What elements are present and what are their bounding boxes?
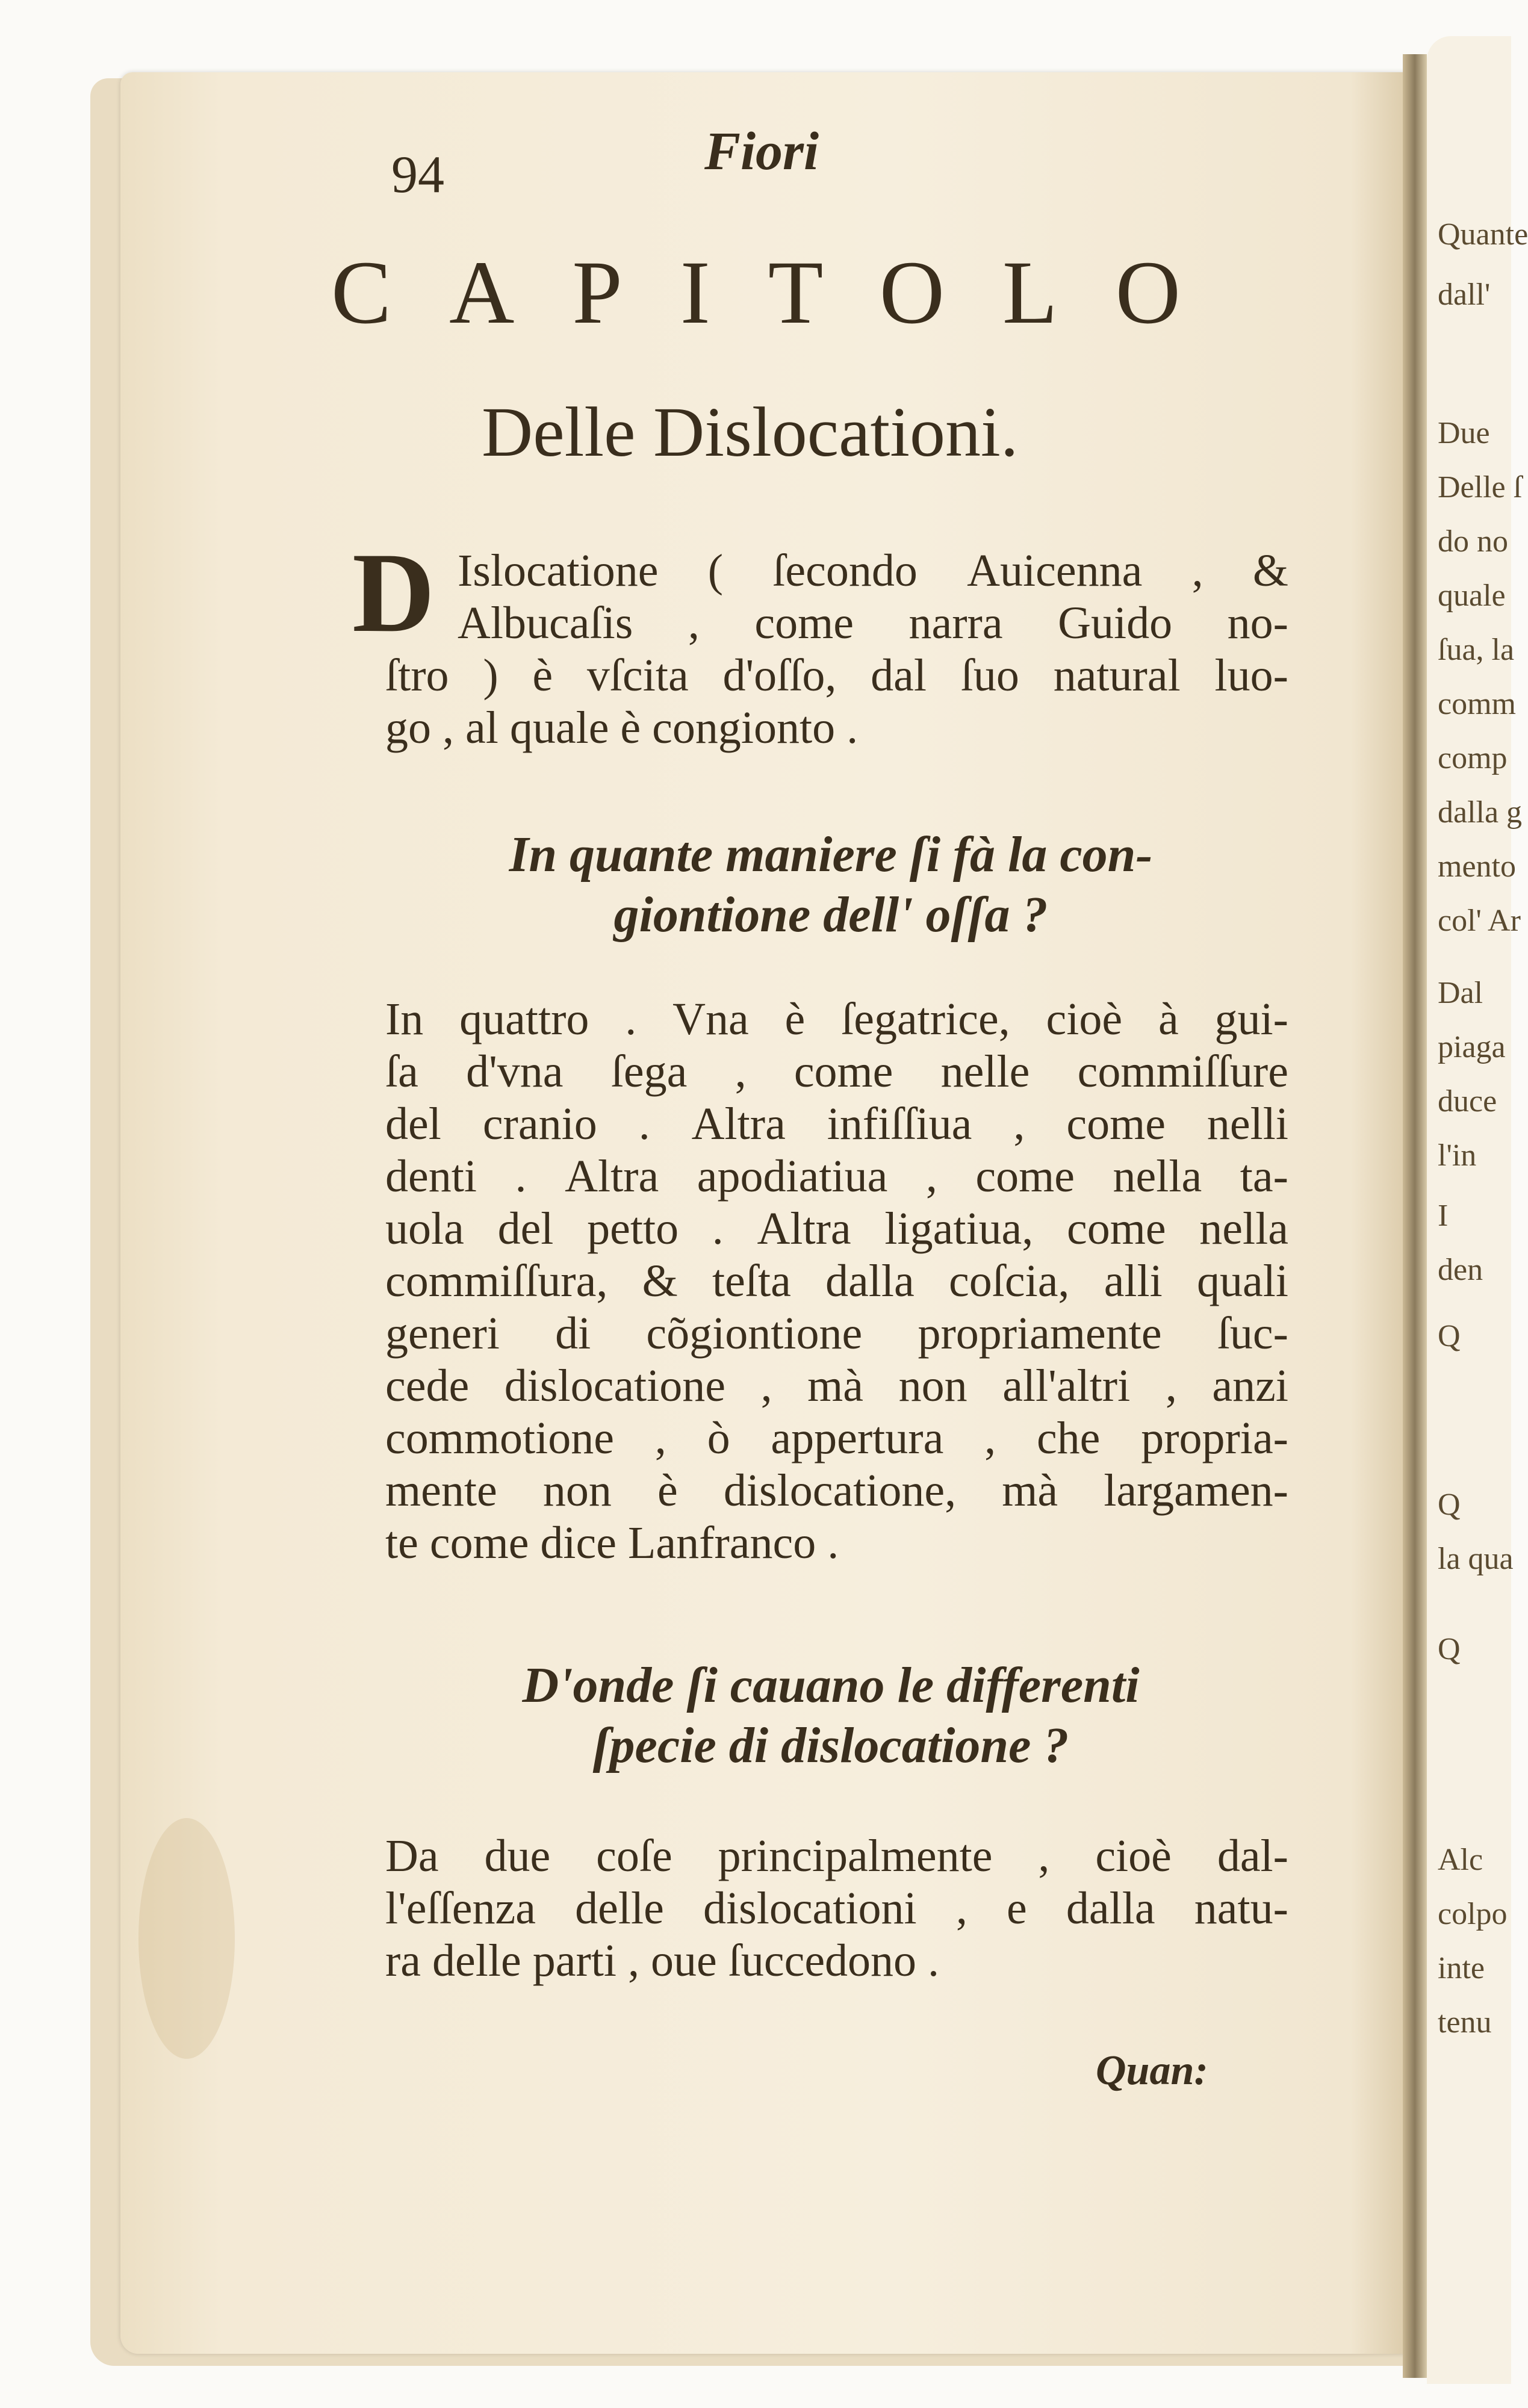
text-line xyxy=(385,1412,1288,1465)
facing-page-line: I xyxy=(1438,1199,1449,1233)
facing-page-line: l'in xyxy=(1438,1138,1477,1173)
word: ſega xyxy=(610,1046,688,1097)
text-line xyxy=(385,1882,1288,1935)
word: ſa xyxy=(385,1046,418,1097)
word: quattro xyxy=(459,994,589,1044)
word: ligatiua, xyxy=(884,1203,1034,1254)
word: d'vna xyxy=(466,1046,564,1097)
text-line xyxy=(385,650,1288,702)
facing-page-line: Q xyxy=(1438,1319,1461,1353)
word: , xyxy=(925,1151,937,1202)
word: non xyxy=(898,1361,967,1411)
facing-page-line: Quante xyxy=(1438,217,1528,252)
word: d'oſſo, xyxy=(722,650,837,701)
word: & xyxy=(1252,545,1288,596)
word: Auicenna xyxy=(967,545,1143,596)
word: à xyxy=(1158,994,1179,1044)
word: come xyxy=(754,598,854,648)
text-line xyxy=(385,1465,1288,1517)
word: luo- xyxy=(1214,650,1288,701)
word: Albucaſis xyxy=(458,598,633,648)
text-line xyxy=(385,1046,1288,1098)
facing-page-line: dall' xyxy=(1438,278,1491,312)
word: del xyxy=(497,1203,554,1254)
facing-page-line: Alc xyxy=(1438,1843,1483,1877)
word: nella xyxy=(1113,1151,1202,1202)
word: nelli xyxy=(1207,1099,1288,1149)
text-line: In quante maniere ſi fà la con- xyxy=(509,827,1153,883)
word: come xyxy=(1066,1099,1166,1149)
word: Altra xyxy=(757,1203,851,1254)
chapter-subtitle: Delle Dislocationi. xyxy=(482,393,1019,471)
text-line xyxy=(385,1098,1288,1150)
facing-page-line: inte xyxy=(1438,1951,1485,1985)
text-line: D'onde ſi cauano le differenti xyxy=(522,1657,1140,1713)
word: ſegatrice, xyxy=(841,994,1010,1044)
facing-page-line: do no xyxy=(1438,524,1508,559)
word: ò xyxy=(707,1413,730,1463)
word: cioè xyxy=(1095,1831,1172,1881)
paragraph-3 xyxy=(385,1830,1288,1987)
paragraph-1 xyxy=(458,545,1288,650)
word: ſuo xyxy=(960,650,1019,701)
word: due xyxy=(484,1831,551,1881)
text-line xyxy=(385,1255,1288,1308)
word: come xyxy=(1067,1203,1166,1254)
word: . xyxy=(625,994,637,1044)
text-line xyxy=(458,597,1288,650)
question-heading-2 xyxy=(349,1656,1312,1776)
word: Da xyxy=(385,1831,439,1881)
word: che xyxy=(1036,1413,1101,1463)
facing-page-line: ſua, la xyxy=(1438,633,1515,667)
facing-page-line: Q xyxy=(1438,1488,1461,1522)
facing-page-line: den xyxy=(1438,1253,1483,1287)
paper-stain xyxy=(138,1818,235,2059)
word: commotione xyxy=(385,1413,614,1463)
word: In xyxy=(385,994,424,1044)
facing-page-line: dalla g xyxy=(1438,795,1523,830)
word: principalmente xyxy=(718,1831,993,1881)
word: come xyxy=(794,1046,893,1097)
word: . xyxy=(712,1203,724,1254)
text-line: ſpecie di dislocatione ? xyxy=(592,1718,1069,1773)
word: narra xyxy=(908,598,1003,648)
facing-page-line: comp xyxy=(1438,741,1508,775)
word: infiſſiua xyxy=(827,1099,972,1149)
word: mà xyxy=(807,1361,864,1411)
word: cede xyxy=(385,1361,470,1411)
facing-page-line: comm xyxy=(1438,687,1516,721)
word: e xyxy=(1006,1883,1027,1934)
word: uola xyxy=(385,1203,464,1254)
word: , xyxy=(734,1046,747,1097)
word: Guido xyxy=(1058,598,1173,648)
word: l'eſſenza xyxy=(385,1883,536,1934)
word: commiſſura, xyxy=(385,1256,608,1306)
word: ) xyxy=(483,650,498,701)
word: , xyxy=(760,1361,772,1411)
word: ſuc- xyxy=(1217,1308,1288,1359)
facing-page-line: Dal xyxy=(1438,976,1483,1010)
word: come xyxy=(975,1151,1075,1202)
chapter-heading: CAPITOLO xyxy=(331,243,1238,343)
word: cõgiontione xyxy=(646,1308,863,1359)
word: dislocatione xyxy=(504,1361,726,1411)
word: ſtro xyxy=(385,650,449,701)
text-line: ra delle parti , oue ſuccedono . xyxy=(385,1935,940,1986)
word: teſta xyxy=(712,1256,791,1306)
running-title: Fiori xyxy=(704,122,819,181)
word: mà xyxy=(1002,1465,1058,1516)
word: petto xyxy=(587,1203,679,1254)
word: dislocatione, xyxy=(723,1465,957,1516)
word: natural xyxy=(1053,650,1181,701)
word: ſecondo xyxy=(772,545,918,596)
text-line xyxy=(385,1308,1288,1360)
word: Altra xyxy=(565,1151,659,1202)
word: , xyxy=(1013,1099,1025,1149)
facing-page-line: Q xyxy=(1438,1632,1461,1666)
word: dal- xyxy=(1217,1831,1288,1881)
word: denti xyxy=(385,1151,477,1202)
facing-page-line: piaga xyxy=(1438,1030,1506,1064)
word: anzi xyxy=(1212,1361,1288,1411)
word: apodiatiua xyxy=(697,1151,888,1202)
page-number: 94 xyxy=(391,146,444,204)
word: commiſſure xyxy=(1077,1046,1288,1097)
word: , xyxy=(654,1413,666,1463)
word: delle xyxy=(575,1883,664,1934)
question-heading-1 xyxy=(349,825,1312,945)
word: nella xyxy=(1199,1203,1288,1254)
text-line xyxy=(385,1203,1288,1255)
word: dalla xyxy=(825,1256,915,1306)
word: propriamente xyxy=(918,1308,1162,1359)
word: , xyxy=(1038,1831,1050,1881)
word: del xyxy=(385,1099,441,1149)
word: Altra xyxy=(691,1099,786,1149)
text-line: giontione dell' oſſa ? xyxy=(613,887,1048,943)
word: ta- xyxy=(1240,1151,1288,1202)
facing-page-line: col' Ar xyxy=(1438,904,1521,938)
facing-page xyxy=(1427,36,1528,2384)
word: , xyxy=(955,1883,967,1934)
text-line xyxy=(385,1150,1288,1203)
word: , xyxy=(688,598,700,648)
word: è xyxy=(657,1465,678,1516)
word: coſcia, xyxy=(949,1256,1070,1306)
facing-page-line: tenu xyxy=(1438,2005,1492,2040)
facing-page-line: colpo xyxy=(1438,1897,1508,1931)
word: mente xyxy=(385,1465,497,1516)
word: natu- xyxy=(1194,1883,1288,1934)
word: è xyxy=(532,650,553,701)
word: alli xyxy=(1104,1256,1163,1306)
word: dal xyxy=(871,650,927,701)
facing-page-line: Delle ſ xyxy=(1438,470,1523,504)
facing-page-line: Due xyxy=(1438,416,1490,450)
facing-page-line: quale xyxy=(1438,579,1506,613)
word: all'altri xyxy=(1002,1361,1131,1411)
word: , xyxy=(984,1413,996,1463)
word: , xyxy=(1165,1361,1177,1411)
word: nelle xyxy=(940,1046,1030,1097)
text-line xyxy=(385,1830,1288,1882)
text-line: te come dice Lanfranco . xyxy=(385,1518,839,1568)
word: gui- xyxy=(1214,994,1288,1044)
word: propria- xyxy=(1141,1413,1288,1463)
word: non xyxy=(542,1465,612,1516)
word: cioè xyxy=(1046,994,1123,1044)
word: . xyxy=(515,1151,527,1202)
paragraph-1-cont xyxy=(385,650,1288,754)
word: Islocatione xyxy=(458,545,659,596)
word: di xyxy=(555,1308,591,1359)
facing-page-line: duce xyxy=(1438,1084,1497,1119)
word: largamen- xyxy=(1104,1465,1288,1516)
text-line xyxy=(458,545,1288,597)
paragraph-2 xyxy=(385,993,1288,1569)
word: & xyxy=(642,1256,678,1306)
word: no- xyxy=(1227,598,1288,648)
word: , xyxy=(1191,545,1203,596)
word: . xyxy=(638,1099,650,1149)
word: appertura xyxy=(771,1413,944,1463)
text-line xyxy=(385,1360,1288,1412)
text-line: go , al quale è congionto . xyxy=(385,703,859,753)
word: è xyxy=(784,994,806,1044)
word: cranio xyxy=(482,1099,597,1149)
text-line xyxy=(385,993,1288,1046)
word: dislocationi xyxy=(703,1883,917,1934)
word: dalla xyxy=(1066,1883,1155,1934)
book-gutter xyxy=(1403,54,1427,2378)
word: vſcita xyxy=(586,650,689,701)
word: ( xyxy=(707,545,724,596)
word: generi xyxy=(385,1308,500,1359)
drop-cap: D xyxy=(352,530,435,656)
word: Vna xyxy=(672,994,749,1044)
catchword: Quan: xyxy=(1096,2047,1208,2094)
facing-page-line: mento xyxy=(1438,849,1516,884)
word: quali xyxy=(1197,1256,1288,1306)
facing-page-line: la qua xyxy=(1438,1542,1514,1576)
word: coſe xyxy=(596,1831,672,1881)
